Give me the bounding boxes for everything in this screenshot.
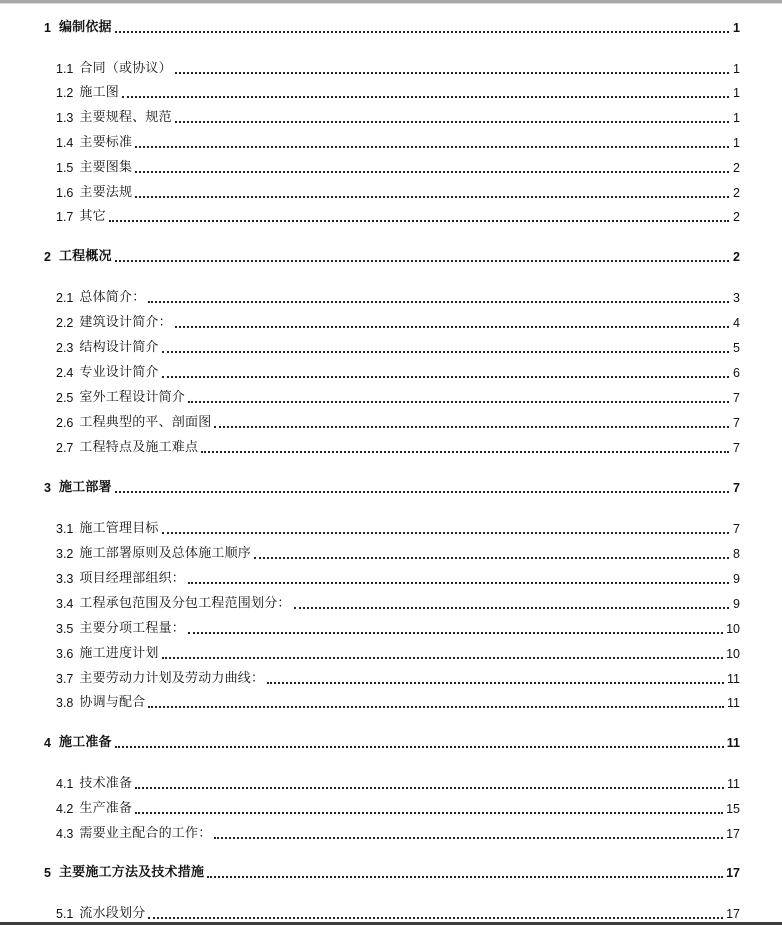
entry-number: 4.1 — [56, 777, 74, 791]
dot-leader — [135, 146, 729, 148]
toc-subsection-entry[interactable] — [56, 517, 740, 537]
entry-number: 1.3 — [56, 111, 74, 125]
entry-title: 技术准备 — [79, 776, 133, 791]
toc-subsection-entry[interactable] — [56, 286, 740, 306]
entry-title: 施工准备 — [58, 735, 112, 750]
entry-page-number: 1 — [733, 111, 740, 125]
entry-page-number: 11 — [726, 736, 740, 750]
entry-number: 5 — [44, 866, 51, 880]
toc-subsection-entry[interactable] — [56, 822, 740, 842]
entry-title: 施工部署 — [58, 480, 112, 495]
dot-leader — [201, 451, 729, 453]
toc-subsection-entry[interactable] — [56, 902, 740, 922]
dot-leader — [115, 260, 729, 262]
dot-leader — [109, 220, 729, 222]
dot-leader — [162, 532, 729, 534]
toc-section-entry[interactable] — [44, 731, 740, 751]
dot-leader — [162, 657, 724, 659]
entry-number: 3.1 — [56, 522, 74, 536]
dot-leader — [175, 121, 729, 123]
entry-number: 5.1 — [56, 907, 74, 921]
entry-title: 施工部署原则及总体施工顺序 — [79, 546, 251, 561]
entry-title: 工程承包范围及分包工程范围划分： — [79, 596, 291, 611]
entry-number: 2.7 — [56, 441, 74, 455]
toc-subsection-entry[interactable] — [56, 311, 740, 331]
entry-title: 主要施工方法及技术措施 — [58, 865, 205, 880]
toc-subsection-entry[interactable] — [56, 617, 740, 637]
entry-title: 需要业主配合的工作： — [79, 826, 212, 841]
toc-subsection-entry[interactable] — [56, 205, 740, 225]
entry-page-number: 7 — [733, 522, 740, 536]
toc-subsection-entry[interactable] — [56, 361, 740, 381]
entry-number: 1.4 — [56, 136, 74, 150]
entry-title: 项目经理部组织： — [79, 571, 185, 586]
dot-leader — [254, 557, 729, 559]
toc-section-entry[interactable] — [44, 245, 740, 265]
toc-section-entry[interactable] — [44, 476, 740, 496]
entry-page-number: 4 — [733, 316, 740, 330]
entry-title: 建筑设计简介： — [79, 315, 172, 330]
entry-number: 3.3 — [56, 572, 74, 586]
entry-page-number: 17 — [726, 827, 740, 841]
toc-subsection-entry[interactable] — [56, 411, 740, 431]
entry-title: 协调与配合 — [79, 695, 146, 710]
dot-leader — [175, 72, 729, 74]
entry-title: 主要分项工程量： — [79, 621, 185, 636]
entry-number: 4.2 — [56, 802, 74, 816]
toc-subsection-entry[interactable] — [56, 81, 740, 101]
entry-page-number: 17 — [726, 866, 740, 880]
entry-page-number: 1 — [733, 86, 740, 100]
dot-leader — [162, 351, 729, 353]
toc-subsection-entry[interactable] — [56, 336, 740, 356]
entry-title: 工程概况 — [58, 249, 112, 264]
toc-section-entry[interactable] — [44, 16, 740, 36]
entry-number: 2.6 — [56, 416, 74, 430]
entry-title: 室外工程设计简介 — [79, 390, 185, 405]
entry-page-number: 2 — [733, 161, 740, 175]
toc-subsection-entry[interactable] — [56, 592, 740, 612]
toc-section-entry[interactable] — [44, 861, 740, 881]
toc-subsection-entry[interactable] — [56, 106, 740, 126]
toc-subsection-entry[interactable] — [56, 542, 740, 562]
toc-subsection-entry[interactable] — [56, 772, 740, 792]
dot-leader — [175, 326, 729, 328]
entry-title: 其它 — [79, 209, 106, 224]
entry-page-number: 15 — [726, 802, 740, 816]
entry-number: 1.5 — [56, 161, 74, 175]
toc-subsection-entry[interactable] — [56, 797, 740, 817]
entry-number: 3.4 — [56, 597, 74, 611]
dot-leader — [162, 376, 729, 378]
entry-page-number: 3 — [733, 291, 740, 305]
entry-page-number: 1 — [733, 21, 740, 35]
toc-subsection-entry[interactable] — [56, 567, 740, 587]
entry-title: 专业设计简介 — [79, 365, 159, 380]
entry-number: 1.2 — [56, 86, 74, 100]
entry-number: 2 — [44, 250, 51, 264]
entry-page-number: 10 — [726, 647, 740, 661]
toc-subsection-entry[interactable] — [56, 57, 740, 77]
entry-title: 编制依据 — [58, 20, 112, 35]
entry-title: 主要标准 — [79, 135, 133, 150]
entry-page-number: 9 — [733, 572, 740, 586]
entry-page-number: 7 — [733, 441, 740, 455]
toc-subsection-entry[interactable] — [56, 642, 740, 662]
entry-title: 主要法规 — [79, 185, 133, 200]
toc-subsection-entry[interactable] — [56, 156, 740, 176]
dot-leader — [294, 607, 729, 609]
entry-page-number: 10 — [726, 622, 740, 636]
entry-page-number: 9 — [733, 597, 740, 611]
entry-title: 主要图集 — [79, 160, 133, 175]
entry-page-number: 7 — [733, 481, 740, 495]
entry-title: 主要规程、规范 — [79, 110, 172, 125]
entry-title: 施工进度计划 — [79, 646, 159, 661]
dot-leader — [214, 837, 723, 839]
entry-number: 2.5 — [56, 391, 74, 405]
dot-leader — [115, 491, 729, 493]
toc-subsection-entry[interactable] — [56, 436, 740, 456]
dot-leader — [214, 426, 729, 428]
entry-page-number: 2 — [733, 250, 740, 264]
dot-leader — [135, 171, 729, 173]
dot-leader — [267, 682, 724, 684]
entry-page-number: 11 — [727, 672, 740, 686]
dot-leader — [135, 812, 723, 814]
toc-subsection-entry[interactable] — [56, 131, 740, 151]
entry-title: 工程特点及施工难点 — [79, 440, 199, 455]
entry-page-number: 11 — [727, 777, 740, 791]
entry-number: 2.2 — [56, 316, 74, 330]
entry-number: 3.6 — [56, 647, 74, 661]
dot-leader — [115, 746, 724, 748]
entry-number: 1.6 — [56, 186, 74, 200]
dot-leader — [188, 401, 729, 403]
entry-number: 3.7 — [56, 672, 74, 686]
dot-leader — [148, 301, 729, 303]
entry-page-number: 2 — [733, 210, 740, 224]
entry-page-number: 7 — [733, 391, 740, 405]
entry-page-number: 8 — [733, 547, 740, 561]
entry-title: 合同（或协议） — [79, 61, 172, 76]
dot-leader — [148, 706, 724, 708]
entry-number: 4.3 — [56, 827, 74, 841]
entry-title: 流水段划分 — [79, 906, 146, 921]
dot-leader — [188, 582, 729, 584]
entry-title: 施工管理目标 — [79, 521, 159, 536]
dot-leader — [207, 876, 723, 878]
entry-number: 3.8 — [56, 696, 74, 710]
toc-subsection-entry[interactable] — [56, 181, 740, 201]
dot-leader — [115, 31, 729, 33]
dot-leader — [188, 632, 723, 634]
entry-title: 总体简介： — [79, 290, 146, 305]
toc-subsection-entry[interactable] — [56, 386, 740, 406]
entry-page-number: 17 — [726, 907, 740, 921]
dot-leader — [122, 96, 729, 98]
entry-number: 4 — [44, 736, 51, 750]
entry-title: 结构设计简介 — [79, 340, 159, 355]
entry-number: 2.1 — [56, 291, 74, 305]
entry-page-number: 7 — [733, 416, 740, 430]
entry-page-number: 2 — [733, 186, 740, 200]
entry-number: 2.4 — [56, 366, 74, 380]
entry-page-number: 6 — [733, 366, 740, 380]
entry-title: 工程典型的平、剖面图 — [79, 415, 212, 430]
entry-number: 1 — [44, 21, 51, 35]
entry-number: 2.3 — [56, 341, 74, 355]
entry-number: 3.5 — [56, 622, 74, 636]
entry-page-number: 1 — [733, 62, 740, 76]
dot-leader — [148, 917, 723, 919]
entry-number: 1.7 — [56, 210, 74, 224]
entry-title: 生产准备 — [79, 801, 133, 816]
entry-page-number: 11 — [727, 696, 740, 710]
entry-number: 3 — [44, 481, 51, 495]
entry-number: 1.1 — [56, 62, 74, 76]
dot-leader — [135, 196, 729, 198]
entry-number: 3.2 — [56, 547, 74, 561]
dot-leader — [135, 787, 724, 789]
toc-subsection-entry[interactable] — [56, 691, 740, 711]
entry-title: 施工图 — [79, 85, 119, 100]
entry-page-number: 1 — [733, 136, 740, 150]
entry-title: 主要劳动力计划及劳动力曲线： — [79, 671, 265, 686]
toc-subsection-entry[interactable] — [56, 667, 740, 687]
entry-page-number: 5 — [733, 341, 740, 355]
